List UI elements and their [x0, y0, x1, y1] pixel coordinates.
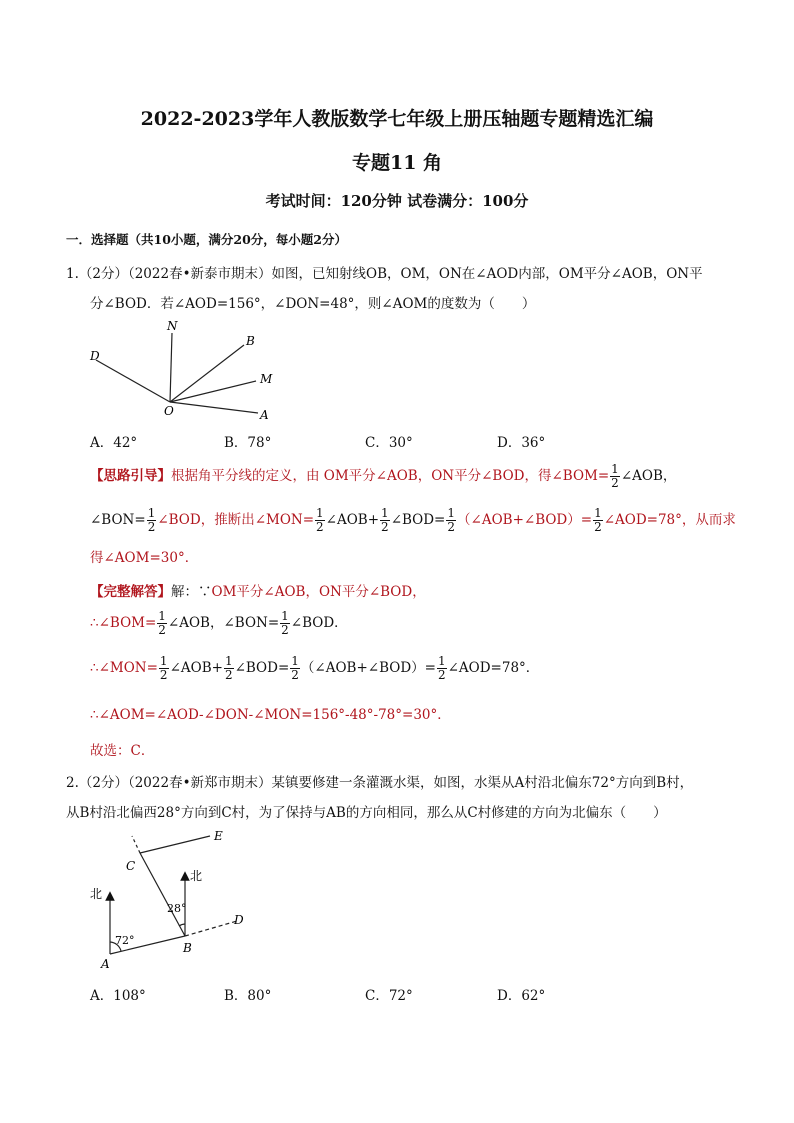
- arc-28: [179, 924, 185, 926]
- label-north-right: 北: [190, 869, 203, 883]
- hint-tag: 【思路引导】: [90, 468, 171, 484]
- q1-angle-figure: [82, 315, 282, 425]
- ray-oa: [170, 402, 258, 413]
- label-28: 28°: [167, 902, 187, 915]
- label-a: A: [101, 957, 110, 971]
- q2-option-d: D．62°: [497, 988, 546, 1004]
- label-a: A: [260, 408, 269, 422]
- q2-stem-line1: 2.（2分）（2022春•新郑市期末）某镇要修建一条灌溉水渠，如图，水渠从A村沿北偏东72°方向到B村，: [66, 775, 694, 791]
- q2-direction-figure: [82, 828, 262, 973]
- q1-solution-line3: ∴∠MON= $\frac{1}{2}$ ∠AOB+ $\frac{1}{2}$ ∠BOD= $\frac{1}{2}$ （∠AOB+∠BOD）= $\frac{1}{2}$ ∠AOD=78°．: [90, 654, 540, 682]
- q1-option-b: B．78°: [224, 435, 272, 451]
- q1-option-a: A．42°: [90, 435, 138, 451]
- label-o: O: [164, 404, 174, 418]
- section-heading: 一．选择题（共10小题，满分20分，每小题2分）: [66, 232, 347, 247]
- label-north-left: 北: [90, 887, 103, 901]
- segment-bc: [140, 853, 185, 936]
- q1-stem-line2: 分∠BOD．若∠AOD=156°，∠DON=48°，则∠AOM的度数为（ ）: [90, 296, 536, 312]
- label-n: N: [167, 319, 178, 333]
- solution-tag: 【完整解答】: [90, 584, 171, 600]
- label-e: E: [214, 829, 223, 843]
- extension-c: [132, 836, 140, 853]
- label-72: 72°: [115, 934, 135, 947]
- q2-option-b: B．80°: [224, 988, 272, 1004]
- q1-solution-line2: ∴∠BOM= $\frac{1}{2}$ ∠AOB，∠BON= $\frac{1}{2}$ ∠BOD．: [90, 609, 348, 637]
- page-subtitle: 专题11 角: [351, 152, 443, 174]
- label-m: M: [260, 372, 273, 386]
- q1-hint-line3: 得∠AOM=30°．: [90, 550, 199, 566]
- q1-option-d: D．36°: [497, 435, 546, 451]
- q1-solution-line4: ∴∠AOM=∠AOD-∠DON-∠MON=156°-48°-78°=30°．: [90, 707, 451, 723]
- extension-bd: [185, 921, 237, 936]
- q1-hint-line2: ∠BON= $\frac{1}{2}$ ∠BOD，推断出∠MON= $\frac{1}{2}$ ∠AOB+ $\frac{1}{2}$ ∠BOD= $\frac{1}{2}$ （∠AOB+∠BOD）= $\frac{1}{2}$ ∠AOD=78°，从而求: [90, 506, 736, 534]
- q2-stem-line2: 从B村沿北偏西28°方向到C村，为了保持与AB的方向相同，那么从C村修建的方向为北偏东（ ）: [66, 805, 667, 821]
- label-d: D: [234, 913, 244, 927]
- label-c: C: [126, 859, 136, 873]
- q2-option-a: A．108°: [90, 988, 146, 1004]
- exam-info: 考试时间：120分钟 试卷满分：100分: [265, 192, 529, 210]
- q1-option-c: C．30°: [365, 435, 413, 451]
- ray-on: [170, 333, 172, 402]
- ray-od: [96, 360, 170, 402]
- q1-stem-line1: 1.（2分）（2022春•新泰市期末）如图，已知射线OB，OM，ON在∠AOD内部，OM平分∠AOB，ON平: [66, 266, 703, 282]
- label-d: D: [90, 349, 100, 363]
- ray-ce: [140, 836, 210, 853]
- q2-option-c: C．72°: [365, 988, 413, 1004]
- q1-answer: 故选：C．: [90, 743, 155, 759]
- q1-hint-line1: 【思路引导】根据角平分线的定义，由 OM平分∠AOB，ON平分∠BOD，得∠BOM= $\frac{1}{2}$ ∠AOB，: [90, 462, 677, 490]
- label-b: B: [183, 941, 192, 955]
- label-b: B: [246, 334, 255, 348]
- q1-solution-line1: 【完整解答】解：∵OM平分∠AOB，ON平分∠BOD，: [90, 584, 426, 600]
- page-title: 2022-2023学年人教版数学七年级上册压轴题专题精选汇编: [140, 108, 654, 130]
